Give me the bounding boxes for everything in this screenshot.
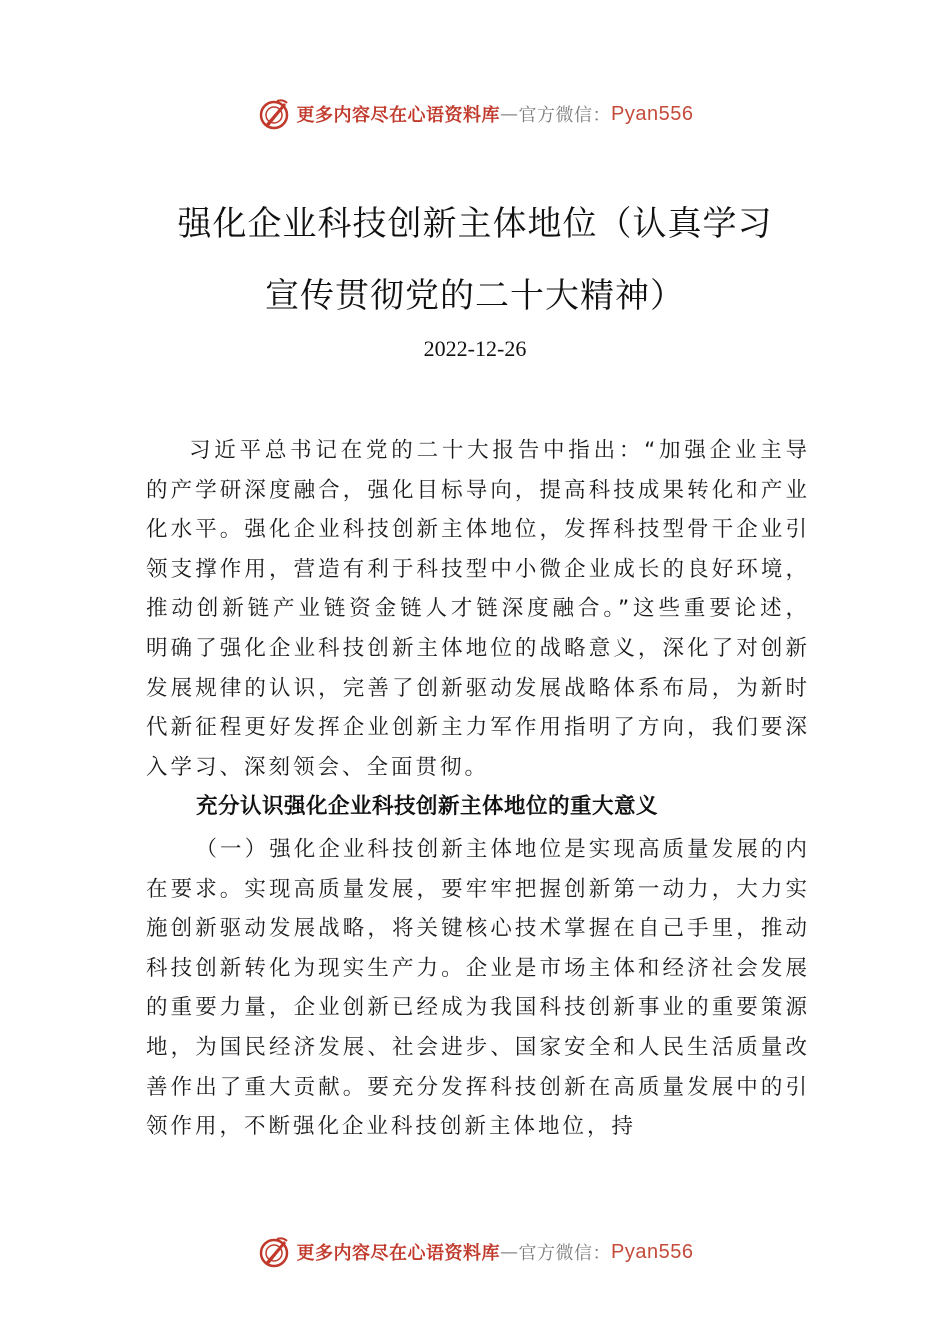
watermark-text xyxy=(297,101,694,127)
watermark-site-name: 更多内容尽在心语资料库 xyxy=(296,1243,501,1264)
watermark-site-name: 更多内容尽在心语资料库 xyxy=(296,105,501,126)
watermark-wechat-label: 官方微信： xyxy=(518,1243,612,1264)
watermark-text xyxy=(297,1239,694,1265)
watermark-dash: — xyxy=(500,1241,519,1263)
document-title-line-2: 宣传贯彻党的二十大精神） xyxy=(265,276,685,316)
document-date: 2022-12-26 xyxy=(423,336,527,361)
watermark-wechat-label: 官方微信： xyxy=(518,105,612,126)
paragraph-section-1: （一）强化企业科技创新主体地位是实现高质量发展的内在要求。实现高质量发展，要牢牢把握创新第一动力，大力实施创新驱动发展战略，将关键核心技术掌握在自己手里，推动科技创新转化为现实生产力。企业是市场主体和经济社会发展的重要力量，企业创新已经成为我国科技创新事业的重要策源地，为国民经济发展、社会进步、国家安全和人民生活质量改善作出了重大贡献。要充分发挥科技创新在高质量发展中的引领作用，不断强化企业科技创新主体地位，持 xyxy=(146,837,810,1140)
watermark-wechat-id: Pyan556 xyxy=(611,1240,694,1263)
watermark-footer xyxy=(0,1232,950,1272)
pen-logo-icon xyxy=(257,1235,291,1269)
paragraph-intro: 习近平总书记在党的二十大报告中指出：“加强企业主导的产学研深度融合，强化目标导向，提高科技成果转化和产业化水平。强化企业科技创新主体地位，发挥科技型骨干企业引领支撑作用，营造有利于科技型中小微企业成长的良好环境，推动创新链产业链资金链人才链深度融合。”这些重要论述，明确了强化企业科技创新主体地位的战略意义，深化了对创新发展规律的认识，完善了创新驱动发展战略体系布局，为新时代新征程更好发挥企业创新主力军作用指明了方向，我们要深入学习、深刻领会、全面贯彻。 xyxy=(146,438,810,780)
section-heading: 充分认识强化企业科技创新主体地位的重大意义 xyxy=(196,794,659,819)
watermark-header xyxy=(0,94,950,134)
document-title-line-1: 强化企业科技创新主体地位（认真学习 xyxy=(177,204,773,244)
pen-logo-icon xyxy=(257,97,291,131)
watermark-wechat-id: Pyan556 xyxy=(611,102,694,125)
watermark-dash: — xyxy=(500,103,519,125)
